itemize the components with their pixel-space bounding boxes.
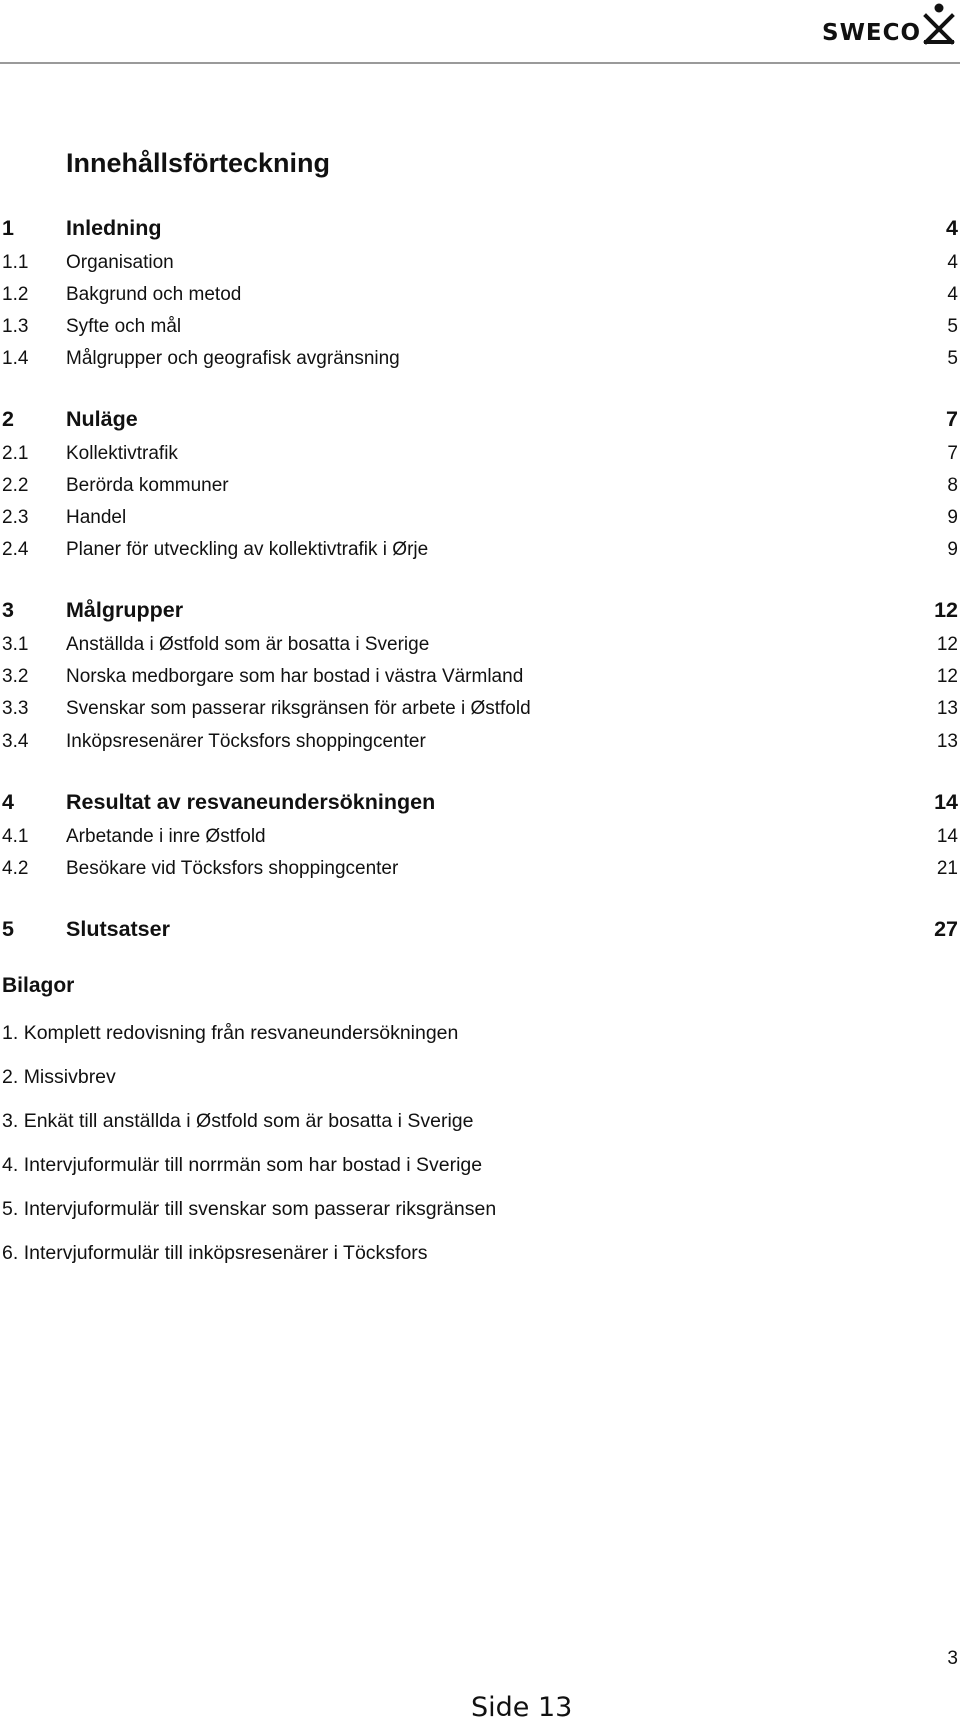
toc-label: Berörda kommuner [66,475,229,496]
toc-label: Syfte och mål [66,316,182,337]
toc-label: Norska medborgare som har bostad i västra Värmland [66,666,524,687]
sweco-logo [822,6,960,46]
toc-number: 1.2 [2,284,29,305]
toc-label: Inledning [66,216,162,240]
toc-number: 2.4 [2,539,29,560]
bilaga-number: 1. [2,1022,19,1044]
toc-entry[interactable] [0,284,958,314]
bilaga-label: Intervjuformulär till norrmän som har bostad i Sverige [23,1154,483,1176]
toc-entry[interactable] [0,252,958,282]
toc-number: 1.3 [2,316,29,337]
bilaga-label: Enkät till anställda i Østfold som är bosatta i Sverige [23,1110,474,1132]
toc-number: 1.1 [2,252,29,273]
toc-page: 7 [946,407,958,431]
toc-page: 4 [947,252,958,273]
toc-page: 7 [947,443,958,464]
toc-page: 12 [936,666,958,687]
toc-page: 4 [946,216,958,240]
toc-number: 2.2 [2,475,29,496]
toc-page: 12 [934,598,958,622]
toc-number: 1.4 [2,348,29,369]
toc-entry[interactable] [0,634,958,664]
side-label: Side 13 [471,1692,573,1723]
bilaga-number: 3. [2,1110,19,1132]
toc-page: 9 [947,539,958,560]
toc-entry[interactable] [0,216,958,246]
bilaga-label: Intervjuformulär till inköpsresenärer i Töcksfors [23,1242,428,1264]
toc-page: 4 [947,284,958,305]
bilaga-item [2,1022,458,1045]
toc-entry[interactable] [0,858,958,888]
toc-page: 14 [934,790,958,814]
toc-entry[interactable] [0,698,958,728]
bilaga-item [2,1198,496,1221]
toc-number: 4.1 [2,826,29,847]
toc-number: 3.2 [2,666,29,687]
toc-entry[interactable] [0,407,958,437]
toc-page: 14 [936,826,958,847]
toc-entry[interactable] [0,316,958,346]
toc-label: Nuläge [66,407,138,431]
toc-number: 1 [2,216,14,240]
bilaga-label: Komplett redovisning från resvaneundersökningen [23,1022,459,1044]
toc-label: Målgrupper [66,598,184,622]
bilaga-number: 5. [2,1198,19,1220]
toc-page: 13 [936,731,958,752]
toc-page: 5 [947,348,958,369]
bilaga-number: 2. [2,1066,19,1088]
toc-label: Anställda i Østfold som är bosatta i Sverige [66,634,430,655]
logo-text: SWECO [822,20,922,46]
toc-title: Innehållsförteckning [66,148,331,178]
bilaga-label: Missivbrev [23,1066,116,1088]
toc-number: 3 [2,598,14,622]
toc-label: Arbetande i inre Østfold [66,826,266,847]
bilaga-item [2,1242,428,1265]
bilaga-item [2,1066,116,1089]
toc-label: Kollektivtrafik [66,443,178,464]
bilaga-label: Intervjuformulär till svenskar som passerar riksgränsen [23,1198,497,1220]
toc-page: 5 [947,316,958,337]
page-number: 3 [947,1648,958,1669]
toc-entry[interactable] [0,507,958,537]
toc-entry[interactable] [0,666,958,696]
toc-entry[interactable] [0,917,958,947]
toc-entry[interactable] [0,598,958,628]
toc-number: 2.1 [2,443,29,464]
bilagor-heading: Bilagor [2,974,75,997]
toc-entry[interactable] [0,826,958,856]
toc-label: Inköpsresenärer Töcksfors shoppingcenter [66,731,426,752]
toc-number: 2.3 [2,507,29,528]
bilaga-item [2,1110,473,1133]
toc-number: 2 [2,407,14,431]
sweco-figure-icon [922,2,956,46]
toc-page: 27 [934,917,958,941]
toc-entry[interactable] [0,348,958,378]
toc-label: Målgrupper och geografisk avgränsning [66,348,400,369]
toc-label: Organisation [66,252,174,273]
bilaga-number: 6. [2,1242,19,1264]
toc-label: Besökare vid Töcksfors shoppingcenter [66,858,399,879]
toc-number: 4 [2,790,14,814]
toc-number: 5 [2,917,14,941]
toc-number: 3.4 [2,731,29,752]
toc-page: 13 [936,698,958,719]
toc-label: Bakgrund och metod [66,284,242,305]
toc-label: Slutsatser [66,917,170,941]
toc-entry[interactable] [0,475,958,505]
toc-label: Handel [66,507,127,528]
toc-number: 3.1 [2,634,29,655]
toc-page: 8 [947,475,958,496]
toc-number: 3.3 [2,698,29,719]
toc-number: 4.2 [2,858,29,879]
toc-page: 9 [947,507,958,528]
toc-entry[interactable] [0,790,958,820]
toc-entry[interactable] [0,539,958,569]
toc-page: 12 [936,634,958,655]
toc-label: Resultat av resvaneundersökningen [66,790,436,814]
bilaga-item [2,1154,482,1177]
toc-entry[interactable] [0,731,958,761]
bilaga-number: 4. [2,1154,19,1176]
toc-label: Svenskar som passerar riksgränsen för arbete i Østfold [66,698,531,719]
toc-entry[interactable] [0,443,958,473]
header-rule [0,62,960,64]
toc-page: 21 [936,858,958,879]
toc-label: Planer för utveckling av kollektivtrafik i Ørje [66,539,429,560]
